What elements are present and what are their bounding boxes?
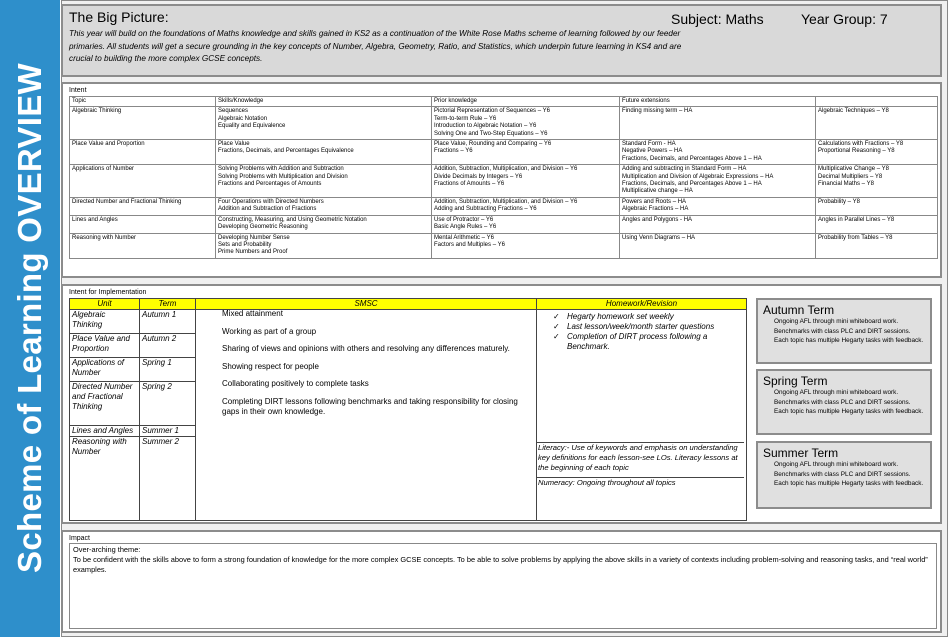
homework-item xyxy=(553,312,743,322)
term-cell: Autumn 1 xyxy=(140,310,196,334)
intent-line: Probability from Tables – Y8 xyxy=(818,234,893,241)
intent-row xyxy=(70,140,938,165)
intent-line: Algebraic Notation xyxy=(218,115,268,122)
intent-line: Addition, Subtraction, Multiplication, and Division – Y6 xyxy=(434,198,578,205)
intent-cell-topic: Algebraic Thinking xyxy=(70,107,216,140)
intent-row xyxy=(70,107,938,140)
intent-line: Four Operations with Directed Numbers xyxy=(218,198,324,205)
intent-header: Skills/Knowledge xyxy=(216,97,432,107)
intent-line: Calculations with Fractions – Y8 xyxy=(818,141,904,148)
intent-cell-topic: Place Value and Proportion xyxy=(70,140,216,165)
intent-cell-future xyxy=(620,165,816,198)
intent-line: Powers and Roots – HA xyxy=(622,198,687,205)
intent-cell-skills xyxy=(216,233,432,258)
term-text: Ongoing AFL through mini whiteboard work. Benchmarks with class PLC and DIRT sessions. Each topic has multiple Hegarty tasks with feedback. xyxy=(774,318,924,344)
smsc-item: Showing respect for people xyxy=(222,361,319,371)
unit-cell: Directed Number and Fractional Thinking xyxy=(70,382,140,426)
term-text: Ongoing AFL through mini whiteboard work. Benchmarks with class PLC and DIRT sessions. Each topic has multiple Hegarty tasks with feedback. xyxy=(774,389,924,415)
intent-cell-skills xyxy=(216,107,432,140)
intent-header: Future extensions xyxy=(620,97,816,107)
big-picture-box xyxy=(61,4,942,77)
intent-line: Divide Decimals by Integers – Y6 xyxy=(434,173,523,180)
side-banner xyxy=(0,0,60,637)
intent-cell-skills xyxy=(216,215,432,233)
intent-line: Place Value, Rounding and Comparing – Y6 xyxy=(434,141,552,148)
intent-cell-future xyxy=(620,215,816,233)
term-text: Ongoing AFL through mini whiteboard work. Benchmarks with class PLC and DIRT sessions. Each topic has multiple Hegarty tasks with feedback. xyxy=(774,461,924,487)
intent-line: Term-to-term Rule – Y6 xyxy=(434,115,497,122)
smsc-item: Collaborating positively to complete tasks xyxy=(222,379,369,388)
implementation-header-row xyxy=(70,299,747,310)
intent-line: Developing Number Sense xyxy=(218,234,290,241)
homework-text: Completion of DIRT process following a Benchmark. xyxy=(567,332,708,351)
intent-line: Introduction to Algebraic Notation – Y6 xyxy=(434,123,537,130)
intent-line: Fractions and Percentages of Amounts xyxy=(218,181,322,188)
intent-line: Using Venn Diagrams – HA xyxy=(622,234,696,241)
intent-line: Adding and subtracting in Standard Form – HA xyxy=(622,166,747,173)
smsc-item: Sharing of views and opinions with others and resolving any differences maturely. xyxy=(222,344,510,353)
unit-header: Unit xyxy=(70,299,140,310)
intent-line: Fractions – Y6 xyxy=(434,148,473,155)
intent-cell-prior xyxy=(432,215,620,233)
intent-line: Standard Form - HA xyxy=(622,141,676,148)
intent-label: Intent xyxy=(69,87,87,94)
literacy-note: Literacy:- Use of keywords and emphasis on understanding key definitions for each lesson-see LOs. Literacy lessons at the beginning of each topic xyxy=(536,442,744,478)
intent-line: Fractions, Decimals, and Percentages Equivalence xyxy=(218,148,354,155)
smsc-item: Working as part of a group xyxy=(222,326,317,336)
intent-cell-prior xyxy=(432,197,620,215)
implementation-panel xyxy=(61,284,942,524)
intent-line: Algebraic Techniques – Y8 xyxy=(818,108,889,115)
numeracy-note: Numeracy: Ongoing throughout all topics xyxy=(538,478,676,487)
term-cell: Spring 1 xyxy=(140,358,196,382)
check-mark-icon: ✓ xyxy=(553,332,560,341)
intent-panel xyxy=(61,82,942,278)
intent-cell-future2 xyxy=(816,215,938,233)
intent-line: Adding and Subtracting Fractions – Y6 xyxy=(434,206,537,213)
homework-header: Homework/Revision xyxy=(537,299,747,310)
intent-line: Angles and Polygons - HA xyxy=(622,216,693,223)
intent-cell-future2 xyxy=(816,233,938,258)
intent-header xyxy=(816,97,938,107)
intent-cell-topic: Applications of Number xyxy=(70,165,216,198)
subject-label: Subject: Maths xyxy=(671,11,764,27)
term-header: Term xyxy=(140,299,196,310)
intent-line: Probability – Y8 xyxy=(818,198,860,205)
impact-text: To be confident with the skills above to form a strong foundation of knowledge for the more complex GCSE concepts. To be able to solve problems by applying the above skills in a variety of contexts including problem-solving and reasoning tasks, and “real world” examples. xyxy=(73,555,928,574)
term-title: Autumn Term xyxy=(763,303,835,317)
intent-line: Decimal Multipliers – Y8 xyxy=(818,173,883,180)
check-mark-icon: ✓ xyxy=(553,322,560,331)
intent-cell-prior xyxy=(432,233,620,258)
autumn-term-box xyxy=(756,298,932,364)
year-group-label: Year Group: 7 xyxy=(801,11,888,27)
intent-line: Factors and Multiples – Y6 xyxy=(434,241,505,248)
check-mark-icon: ✓ xyxy=(553,312,560,321)
term-title: Spring Term xyxy=(763,374,828,388)
unit-cell: Lines and Angles xyxy=(70,426,140,437)
intent-cell-future xyxy=(620,107,816,140)
smsc-item: Mixed attainment xyxy=(222,309,283,318)
intent-line: Pictorial Representation of Sequences – Y6 xyxy=(434,108,550,115)
intent-line: Place Value xyxy=(218,141,250,148)
intent-cell-future2 xyxy=(816,165,938,198)
intent-line: Sequences xyxy=(218,108,249,115)
intent-line: Prime Numbers and Proof xyxy=(218,249,288,256)
intent-line: Use of Protractor – Y6 xyxy=(434,216,494,223)
smsc-header: SMSC xyxy=(196,299,537,310)
intent-header: Prior knowledge xyxy=(432,97,620,107)
intent-header-row xyxy=(70,97,938,107)
homework-item xyxy=(553,332,743,352)
homework-text: Last lesson/week/month starter questions xyxy=(567,322,715,331)
intent-line: Addition and Subtraction of Fractions xyxy=(218,206,317,213)
intent-line: Fractions of Amounts – Y6 xyxy=(434,181,505,188)
unit-cell: Applications of Number xyxy=(70,358,140,382)
summer-term-box xyxy=(756,441,932,509)
intent-line: Sets and Probability xyxy=(218,241,272,248)
intent-line: Developing Geometric Reasoning xyxy=(218,224,308,231)
intent-row xyxy=(70,197,938,215)
intent-cell-future2 xyxy=(816,107,938,140)
intent-cell-future2 xyxy=(816,140,938,165)
intent-line: Financial Maths – Y8 xyxy=(818,181,874,188)
smsc-item: Completing DIRT lessons following benchmarks and taking responsibility for closing gaps in their own knowledge. xyxy=(222,396,518,416)
unit-cell: Reasoning with Number xyxy=(70,437,140,521)
intent-cell-prior xyxy=(432,165,620,198)
intent-line: Solving Problems with Addition and Subtraction xyxy=(218,166,344,173)
big-picture-title: The Big Picture: xyxy=(69,9,169,25)
intent-cell-topic: Reasoning with Number xyxy=(70,233,216,258)
implementation-label: Intent for Implementation xyxy=(69,289,147,296)
intent-line: Fractions, Decimals, and Percentages Above 1 – HA xyxy=(622,155,762,162)
side-title: Scheme of Learning OVERVIEW xyxy=(11,63,48,573)
impact-theme-label: Over-arching theme: xyxy=(73,545,141,554)
big-picture-text: This year will build on the foundations of Maths knowledge and skills gained in KS2 as a continuation of the White Rose Maths scheme of learning followed by our feeder primaries. All students will get a secure grounding in the key concepts of Number, Algebra, Geometry, Ratio, and Statistics, which underpin future learning in KS4 and are crucial to building the more complex GCSE concepts. xyxy=(69,29,682,63)
term-cell: Summer 1 xyxy=(140,426,196,437)
intent-line: Finding missing term – HA xyxy=(622,108,693,115)
intent-table xyxy=(69,96,938,259)
intent-line: Constructing, Measuring, and Using Geometric Notation xyxy=(218,216,367,223)
term-cell: Autumn 2 xyxy=(140,334,196,358)
intent-line: Proportional Reasoning – Y8 xyxy=(818,148,895,155)
intent-line: Algebraic Fractions – HA xyxy=(622,206,689,213)
intent-line: Negative Powers – HA xyxy=(622,148,683,155)
intent-cell-skills xyxy=(216,197,432,215)
intent-header: Topic xyxy=(70,97,216,107)
intent-cell-prior xyxy=(432,107,620,140)
intent-cell-future xyxy=(620,140,816,165)
intent-line: Solving One and Two-Step Equations – Y6 xyxy=(434,130,548,137)
intent-line: Basic Angle Rules – Y6 xyxy=(434,224,497,231)
intent-line: Multiplicative Change – Y8 xyxy=(818,166,889,173)
intent-cell-topic: Directed Number and Fractional Thinking xyxy=(70,197,216,215)
intent-cell-skills xyxy=(216,165,432,198)
unit-cell: Algebraic Thinking xyxy=(70,310,140,334)
intent-line: Addition, Subtraction, Multiplication, and Division – Y6 xyxy=(434,166,578,173)
intent-row xyxy=(70,233,938,258)
intent-row xyxy=(70,165,938,198)
intent-line: Solving Problems with Multiplication and Division xyxy=(218,173,348,180)
intent-cell-topic: Lines and Angles xyxy=(70,215,216,233)
intent-cell-prior xyxy=(432,140,620,165)
intent-row xyxy=(70,215,938,233)
intent-cell-future xyxy=(620,233,816,258)
intent-line: Equality and Equivalence xyxy=(218,123,286,130)
homework-list xyxy=(553,312,743,352)
impact-box xyxy=(69,543,937,629)
unit-cell: Place Value and Proportion xyxy=(70,334,140,358)
term-cell: Summer 2 xyxy=(140,437,196,521)
term-cell: Spring 2 xyxy=(140,382,196,426)
intent-cell-future xyxy=(620,197,816,215)
term-title: Summer Term xyxy=(763,446,839,460)
homework-text: Hegarty homework set weekly xyxy=(567,312,674,321)
spring-term-box xyxy=(756,369,932,435)
intent-line: Multiplication and Division of Algebraic Expressions – HA xyxy=(622,173,774,180)
intent-cell-skills xyxy=(216,140,432,165)
smsc-list xyxy=(222,309,532,425)
homework-item xyxy=(553,322,743,332)
impact-panel xyxy=(61,530,942,633)
intent-line: Fractions, Decimals, and Percentages Above 1 – HA xyxy=(622,181,762,188)
intent-line: Multiplicative change – HA xyxy=(622,188,693,195)
impact-label: Impact xyxy=(69,535,91,542)
intent-cell-future2 xyxy=(816,197,938,215)
intent-line: Mental Arithmetic – Y6 xyxy=(434,234,494,241)
intent-line: Angles in Parallel Lines – Y8 xyxy=(818,216,895,223)
